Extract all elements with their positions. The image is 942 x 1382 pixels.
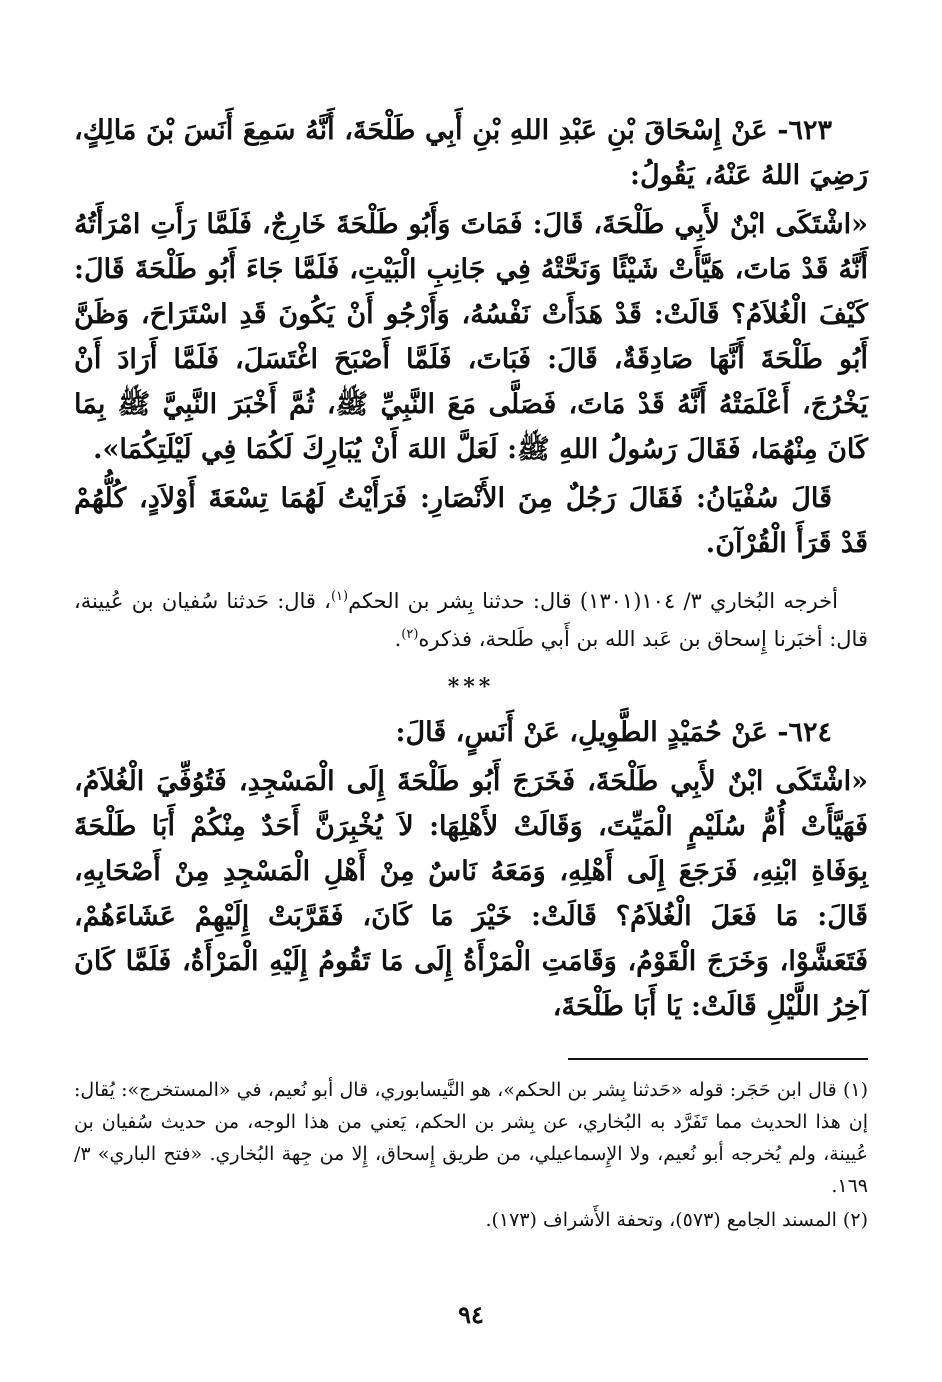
- source-text-a: أخرجه البُخاري ٣/ ١٠٤(١٣٠١) قال: حدثنا بِشر بن الحكم: [348, 589, 838, 613]
- hadith-623-text: «اشْتَكَى ابْنٌ لأَبِي طَلْحَةَ، قَالَ: فَمَاتَ وَأَبُو طَلْحَةَ خَارِجٌ، فَلَمَّا رَأَتِ امْرَأَتُهُ أَنَّهُ قَدْ مَاتَ، هَيَّأَتْ شَيْئًا وَنَحَّتْهُ فِي جَانِبِ الْبَيْتِ، فَلَمَّا جَاءَ أَبُو طَلْحَةَ قَالَ: كَيْفَ الْغُلاَمُ؟ قَالَتْ: قَدْ هَدَأَتْ نَفْسُهُ، وَأَرْجُو أَنْ يَكُونَ قَدِ اسْتَرَاحَ، وَظَنَّ أَبُو طَلْحَةَ أَنَّهَا صَادِقَةٌ، قَالَ: فَبَاتَ، فَلَمَّا أَصْبَحَ اغْتَسَلَ، فَلَمَّا أَرَادَ أَنْ يَخْرُجَ، أَعْلَمَتْهُ أَنَّهُ قَدْ مَاتَ، فَصَلَّى مَعَ النَّبِيِّ ﷺ، ثُمَّ أَخْبَرَ النَّبِيَّ ﷺ بِمَا كَانَ مِنْهُمَا، فَقَالَ رَسُولُ اللهِ ﷺ: لَعَلَّ اللهَ أَنْ يُبَارِكَ لَكُمَا فِي لَيْلَتِكُمَا».: [74, 209, 868, 465]
- section-separator: ***: [447, 674, 495, 700]
- page-body: [74, 108, 868, 1033]
- hadith-624-text: «اشْتَكَى ابْنٌ لأَبِي طَلْحَةَ، فَخَرَجَ أَبُو طَلْحَةَ إِلَى الْمَسْجِدِ، فَتُوُفِّيَ الْغُلاَمُ، فَهَيَّأَتْ أُمُّ سُلَيْمٍ الْمَيِّتَ، وَقَالَتْ لأَهْلِهَا: لاَ يُخْبِرَنَّ أَحَدٌ مِنْكُمْ أَبَا طَلْحَةَ بِوَفَاةِ ابْنِهِ، فَرَجَعَ إِلَى أَهْلِهِ، وَمَعَهُ نَاسٌ مِنْ أَهْلِ الْمَسْجِدِ مِنْ أَصْحَابِهِ، قَالَ: مَا فَعَلَ الْغُلاَمُ؟ قَالَتْ: خَيْرَ مَا كَانَ، فَقَرَّبَتْ إِلَيْهِمْ عَشَاءَهُمْ، فَتَعَشَّوْا، وَخَرَجَ الْقَوْمُ، وَقَامَتِ الْمَرْأَةُ إِلَى مَا تَقُومُ إِلَيْهِ الْمَرْأَةُ، فَلَمَّا كَانَ آخِرُ اللَّيْلِ قَالَتْ: يَا أَبَا طَلْحَةَ،: [74, 766, 868, 1022]
- hadith-623-intro: ٦٢٣- عَنْ إِسْحَاقَ بْنِ عَبْدِ اللهِ بْنِ أَبِي طَلْحَةَ، أَنَّهُ سَمِعَ أَنَسَ بْنَ مَالِكٍ، رَضِيَ اللهُ عَنْهُ، يَقُولُ:: [74, 115, 868, 191]
- hadith-623-sufyan: قَالَ سُفْيَانُ: فَقَالَ رَجُلٌ مِنَ الأَنْصَارِ: فَرَأَيْتُ لَهُمَا تِسْعَةَ أَوْلاَدٍ، كُلُّهُمْ قَدْ قَرَأَ الْقُرْآنَ.: [74, 483, 868, 559]
- footnote-ref-2: (٢): [401, 627, 419, 642]
- footnote-1: (١) قال ابن حَجَر: قوله «حَدثنا بِشر بن الحكم»، هو النَّيسابوري، قال أبو نُعيم، في «المستخرج»: يُقال: إن هذا الحديث مما تَفَرَّد به البُخاري، عن بِشر بن الحكم، يَعني من هذا الوجه، من حديث سُفيان بن عُيينة، ولم يُخرجه أبو نُعيم، ولا الإِسماعيلي، من طريق إِسحاق، إِلا من جِهة البُخاري. «فتح الباري» ٣/ ١٦٩.: [74, 1079, 868, 1197]
- footnote-ref-1: (١): [330, 589, 349, 604]
- page-number: ٩٤: [458, 1300, 484, 1329]
- hadith-624-intro: ٦٢٤- عَنْ حُمَيْدٍ الطَّوِيلِ، عَنْ أَنَسٍ، قَالَ:: [395, 717, 832, 748]
- source-text-b: ، قال: حَدثنا سُفيان بن عُيينة، قال: أخبَرنا إِسحاق بن عَبد الله بن أَبي طَلحة، فذكره: [74, 589, 868, 651]
- footnote-divider: [568, 1058, 868, 1060]
- source-text-c: .: [394, 627, 402, 651]
- hadith-623-source: [74, 580, 868, 656]
- footnotes: [74, 1074, 868, 1238]
- footnote-2: (٢) المسند الجامع (٥٧٣)، وتحفة الأَشراف (١٧٣).: [485, 1209, 868, 1231]
